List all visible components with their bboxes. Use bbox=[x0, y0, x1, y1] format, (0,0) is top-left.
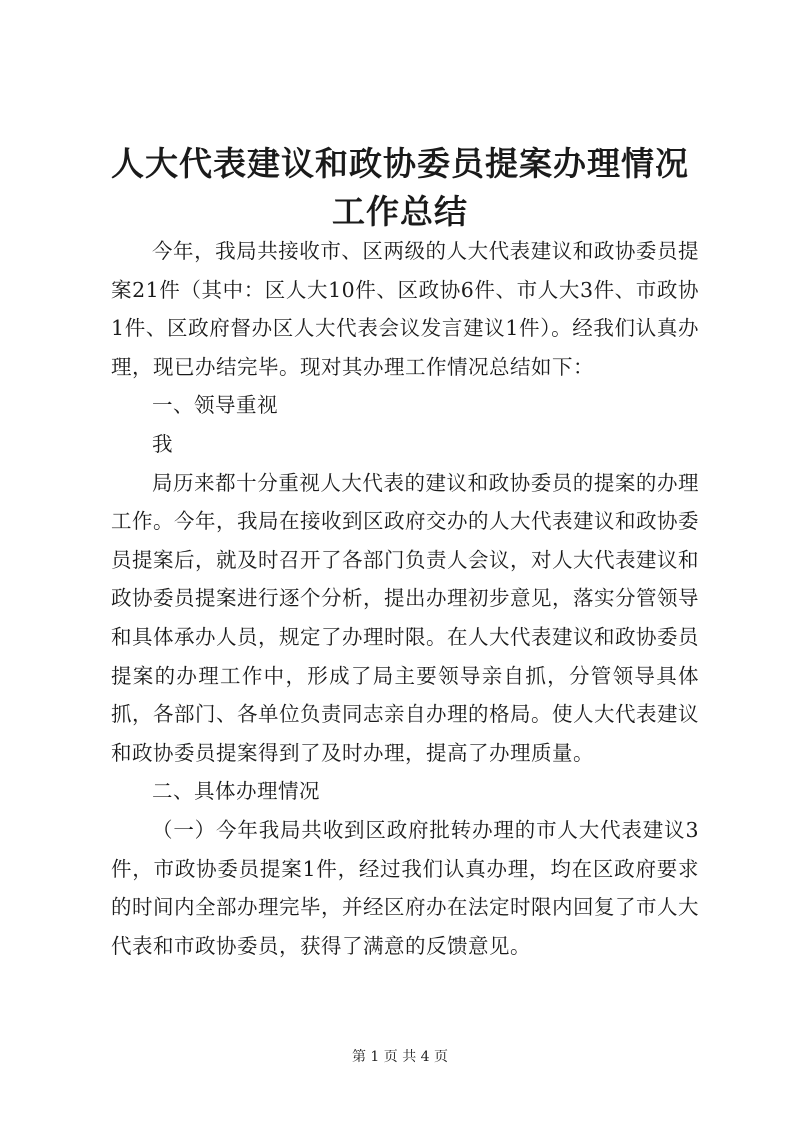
page-number-footer: 第 1 页 共 4 页 bbox=[351, 1049, 449, 1065]
handling-paragraph: （一）今年我局共收到区政府批转办理的市人大代表建议3件，市政协委员提案1件，经过我们认真办理，均在区政府要求的时间内全部办理完毕，并经区府办在法定时限内回复了市人大代表和市政协委员，获得了满意的反馈意见。 bbox=[111, 817, 699, 958]
document-body bbox=[111, 232, 699, 965]
paragraph-fragment: 我 bbox=[152, 431, 173, 456]
intro-paragraph: 今年，我局共接收市、区两级的人大代表建议和政协委员提案21件（其中：区人大10件、区政协6件、市人大3件、市政协1件、区政府督办区人大代表会议发言建议1件）。经我们认真办理，现已办结完毕。现对其办理工作情况总结如下： bbox=[111, 239, 699, 379]
leadership-paragraph: 局历来都十分重视人大代表的建议和政协委员的提案的办理工作。今年，我局在接收到区政府交办的人大代表建议和政协委员提案后，就及时召开了各部门负责人会议，对人大代表建议和政协委员提案进行逐个分析，提出办理初步意见，落实分管领导和具体承办人员，规定了办理时限。在人大代表建议和政协委员提案的办理工作中，形成了局主要领导亲自抓，分管领导具体抓，各部门、各单位负责同志亲自办理的格局。使人大代表建议和政协委员提案得到了及时办理，提高了办理质量。 bbox=[111, 470, 699, 765]
section-heading-handling: 二、具体办理情况 bbox=[152, 779, 320, 804]
document-title: 人大代表建议和政协委员提案办理情况工作总结 bbox=[111, 144, 689, 231]
section-heading-leadership: 一、领导重视 bbox=[152, 393, 278, 418]
